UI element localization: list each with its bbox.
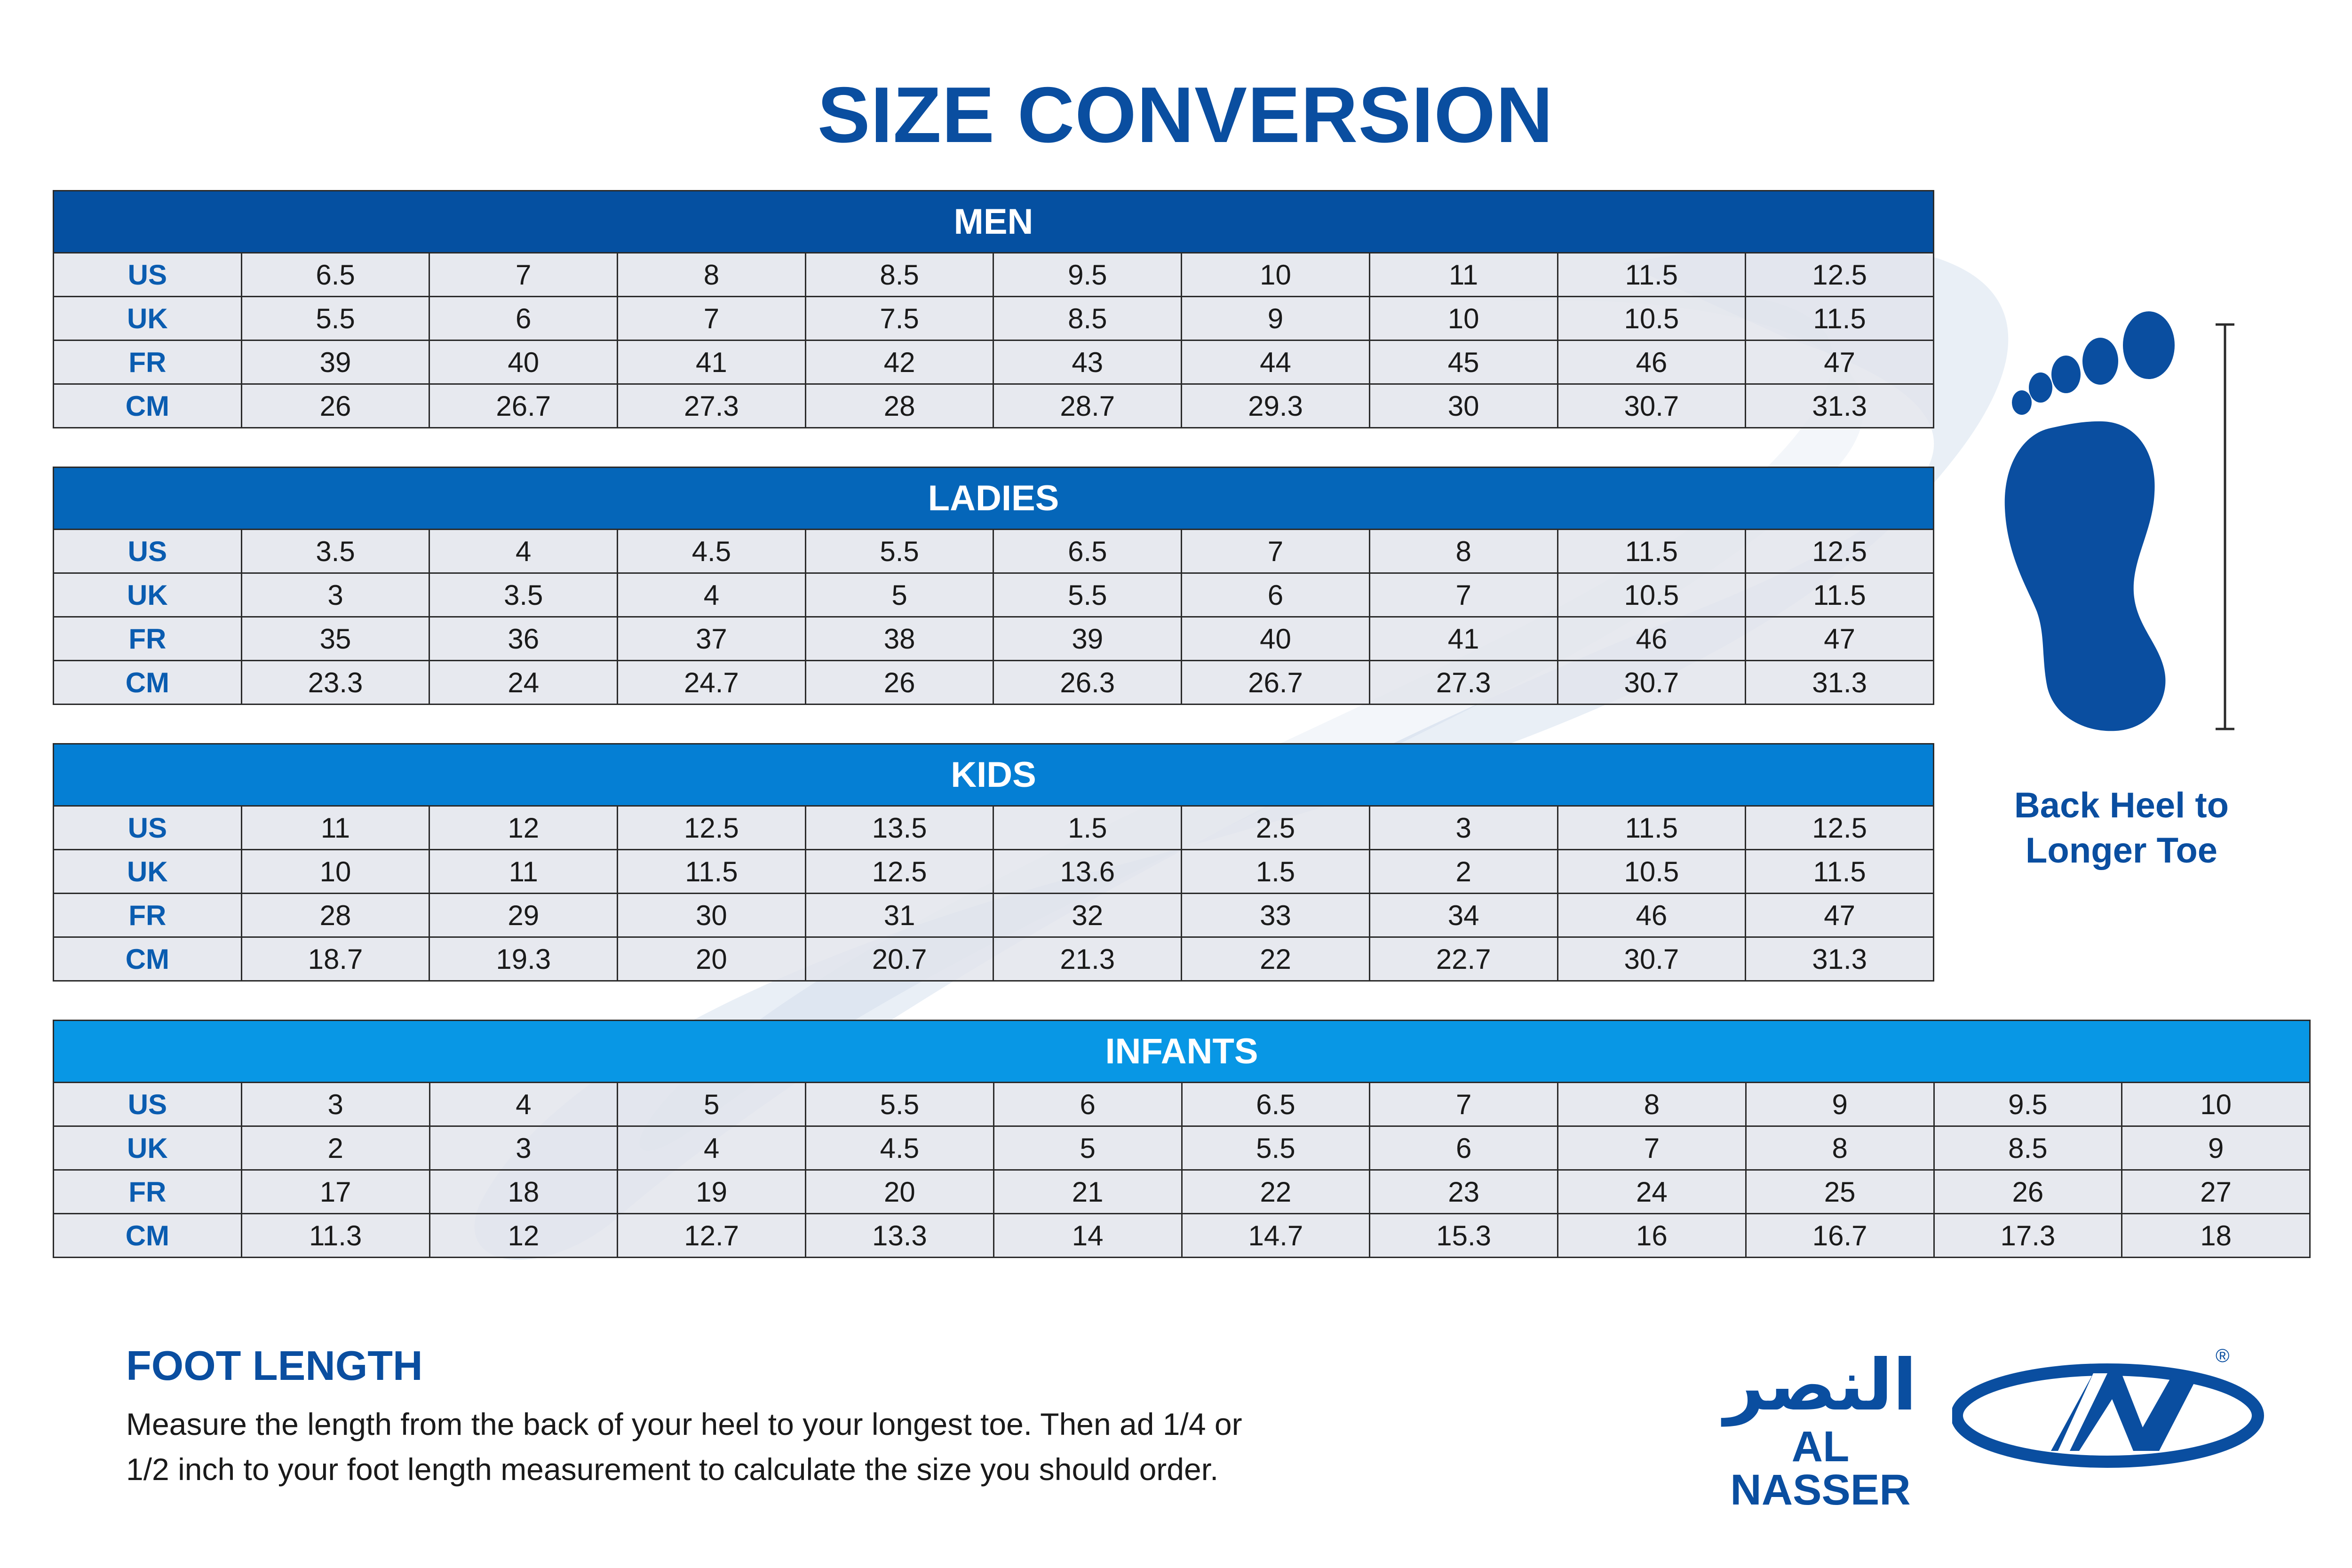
size-cell: 7.5 bbox=[805, 297, 993, 341]
size-cell: 22 bbox=[1182, 1170, 1370, 1214]
size-cell: 10 bbox=[1182, 253, 1370, 297]
table-row bbox=[54, 297, 1934, 341]
size-cell: 9.5 bbox=[1934, 1083, 2122, 1126]
size-cell: 3 bbox=[1369, 806, 1557, 850]
size-cell: 30 bbox=[1369, 384, 1557, 428]
size-cell: 7 bbox=[1370, 1083, 1558, 1126]
row-label: US bbox=[54, 253, 242, 297]
size-cell: 5.5 bbox=[241, 297, 429, 341]
size-cell: 6 bbox=[429, 297, 618, 341]
size-cell: 11.3 bbox=[241, 1214, 429, 1258]
size-cell: 8 bbox=[618, 253, 806, 297]
row-label: US bbox=[54, 806, 242, 850]
size-cell: 20 bbox=[618, 937, 806, 981]
size-cell: 4 bbox=[429, 530, 618, 573]
size-cell: 12 bbox=[429, 806, 618, 850]
size-cell: 4 bbox=[429, 1083, 618, 1126]
size-cell: 27.3 bbox=[1369, 661, 1557, 705]
size-cell: 7 bbox=[429, 253, 618, 297]
men-size-table bbox=[53, 190, 1934, 428]
size-cell: 30.7 bbox=[1557, 384, 1746, 428]
size-cell: 20 bbox=[806, 1170, 994, 1214]
size-cell: 30.7 bbox=[1557, 937, 1746, 981]
size-cell: 26 bbox=[241, 384, 429, 428]
size-cell: 24 bbox=[1558, 1170, 1746, 1214]
size-cell: 25 bbox=[1746, 1170, 1934, 1214]
size-cell: 1.5 bbox=[1182, 850, 1370, 894]
size-cell: 11.5 bbox=[1557, 530, 1746, 573]
size-cell: 13.6 bbox=[993, 850, 1182, 894]
size-cell: 31.3 bbox=[1746, 937, 1934, 981]
size-cell: 10 bbox=[1369, 297, 1557, 341]
al-nasser-logo bbox=[1698, 1346, 2267, 1514]
size-cell: 34 bbox=[1369, 894, 1557, 937]
page-title: SIZE CONVERSION bbox=[817, 71, 1554, 159]
size-cell: 4.5 bbox=[618, 530, 806, 573]
size-cell: 6.5 bbox=[1182, 1083, 1370, 1126]
size-cell: 11.5 bbox=[1557, 253, 1746, 297]
toe-3-shape bbox=[2051, 356, 2081, 393]
size-cell: 6 bbox=[993, 1083, 1182, 1126]
size-cell: 9 bbox=[1182, 297, 1370, 341]
toe-5-shape bbox=[2012, 390, 2032, 415]
size-cell: 13.5 bbox=[805, 806, 993, 850]
size-cell: 22.7 bbox=[1369, 937, 1557, 981]
size-cell: 17 bbox=[241, 1170, 429, 1214]
size-cell: 26.7 bbox=[1182, 661, 1370, 705]
row-label: FR bbox=[54, 1170, 242, 1214]
size-cell: 26.7 bbox=[429, 384, 618, 428]
size-cell: 10.5 bbox=[1557, 850, 1746, 894]
size-cell: 10 bbox=[2122, 1083, 2310, 1126]
size-cell: 12.5 bbox=[805, 850, 993, 894]
size-cell: 2 bbox=[1369, 850, 1557, 894]
size-cell: 3.5 bbox=[429, 573, 618, 617]
size-cell: 2 bbox=[241, 1126, 429, 1170]
row-label: FR bbox=[54, 894, 242, 937]
size-cell: 46 bbox=[1557, 894, 1746, 937]
size-cell: 4.5 bbox=[806, 1126, 994, 1170]
size-cell: 11 bbox=[241, 806, 429, 850]
size-cell: 28.7 bbox=[993, 384, 1182, 428]
size-cell: 21.3 bbox=[993, 937, 1182, 981]
size-cell: 35 bbox=[241, 617, 429, 661]
size-cell: 8.5 bbox=[993, 297, 1182, 341]
size-cell: 2.5 bbox=[1182, 806, 1370, 850]
table-row bbox=[54, 661, 1934, 705]
size-cell: 5 bbox=[805, 573, 993, 617]
table-row bbox=[54, 850, 1934, 894]
size-cell: 30.7 bbox=[1557, 661, 1746, 705]
size-cell: 26.3 bbox=[993, 661, 1182, 705]
size-cell: 40 bbox=[429, 341, 618, 384]
size-cell: 32 bbox=[993, 894, 1182, 937]
size-cell: 21 bbox=[993, 1170, 1182, 1214]
infants-size-table bbox=[53, 1020, 2311, 1258]
row-label: UK bbox=[54, 297, 242, 341]
row-label: UK bbox=[54, 573, 242, 617]
size-cell: 14 bbox=[993, 1214, 1182, 1258]
size-cell: 27.3 bbox=[618, 384, 806, 428]
size-cell: 26 bbox=[1934, 1170, 2122, 1214]
table-row bbox=[54, 1214, 2310, 1258]
size-cell: 46 bbox=[1557, 341, 1746, 384]
size-cell: 31.3 bbox=[1746, 384, 1934, 428]
size-cell: 3 bbox=[241, 1083, 429, 1126]
size-cell: 20.7 bbox=[805, 937, 993, 981]
size-cell: 39 bbox=[241, 341, 429, 384]
size-cell: 7 bbox=[1182, 530, 1370, 573]
row-label: FR bbox=[54, 341, 242, 384]
size-cell: 27 bbox=[2122, 1170, 2310, 1214]
size-cell: 39 bbox=[993, 617, 1182, 661]
size-cell: 19.3 bbox=[429, 937, 618, 981]
size-cell: 9.5 bbox=[993, 253, 1182, 297]
size-cell: 8 bbox=[1746, 1126, 1934, 1170]
size-cell: 29 bbox=[429, 894, 618, 937]
size-cell: 23 bbox=[1370, 1170, 1558, 1214]
size-cell: 6.5 bbox=[241, 253, 429, 297]
size-cell: 19 bbox=[618, 1170, 806, 1214]
size-cell: 8 bbox=[1558, 1083, 1746, 1126]
kids-size-table bbox=[53, 743, 1934, 982]
size-cell: 47 bbox=[1746, 341, 1934, 384]
infants-section-header: INFANTS bbox=[54, 1021, 2310, 1083]
al-nasser-logo-mark-icon bbox=[1952, 1357, 2272, 1470]
size-cell: 10.5 bbox=[1557, 297, 1746, 341]
row-label: US bbox=[54, 1083, 242, 1126]
row-label: CM bbox=[54, 384, 242, 428]
size-cell: 47 bbox=[1746, 617, 1934, 661]
size-cell: 8 bbox=[1369, 530, 1557, 573]
size-cell: 45 bbox=[1369, 341, 1557, 384]
size-cell: 5.5 bbox=[993, 573, 1182, 617]
size-cell: 18 bbox=[429, 1170, 618, 1214]
size-cell: 44 bbox=[1182, 341, 1370, 384]
size-cell: 47 bbox=[1746, 894, 1934, 937]
size-cell: 5.5 bbox=[1182, 1126, 1370, 1170]
size-cell: 37 bbox=[618, 617, 806, 661]
size-cell: 6 bbox=[1182, 573, 1370, 617]
size-cell: 8.5 bbox=[805, 253, 993, 297]
row-label: UK bbox=[54, 850, 242, 894]
size-cell: 3 bbox=[241, 573, 429, 617]
table-row bbox=[54, 1170, 2310, 1214]
row-label: CM bbox=[54, 937, 242, 981]
size-cell: 42 bbox=[805, 341, 993, 384]
size-cell: 9 bbox=[2122, 1126, 2310, 1170]
size-cell: 5.5 bbox=[805, 530, 993, 573]
size-cell: 10 bbox=[241, 850, 429, 894]
table-row bbox=[54, 253, 1934, 297]
ladies-section-header: LADIES bbox=[54, 467, 1934, 530]
size-cell: 16.7 bbox=[1746, 1214, 1934, 1258]
size-cell: 6.5 bbox=[993, 530, 1182, 573]
size-cell: 40 bbox=[1182, 617, 1370, 661]
size-cell: 29.3 bbox=[1182, 384, 1370, 428]
size-cell: 5.5 bbox=[806, 1083, 994, 1126]
table-row bbox=[54, 1083, 2310, 1126]
size-cell: 12.5 bbox=[618, 806, 806, 850]
size-cell: 18 bbox=[2122, 1214, 2310, 1258]
size-cell: 1.5 bbox=[993, 806, 1182, 850]
size-cell: 46 bbox=[1557, 617, 1746, 661]
size-cell: 8.5 bbox=[1934, 1126, 2122, 1170]
size-cell: 11.5 bbox=[618, 850, 806, 894]
foot-length-line-1: Measure the length from the back of your heel to your longest toe. Then ad 1/4 or bbox=[126, 1407, 1242, 1441]
size-cell: 11.5 bbox=[1746, 297, 1934, 341]
row-label: US bbox=[54, 530, 242, 573]
size-cell: 7 bbox=[1369, 573, 1557, 617]
size-cell: 11.5 bbox=[1746, 850, 1934, 894]
row-label: UK bbox=[54, 1126, 242, 1170]
size-cell: 31.3 bbox=[1746, 661, 1934, 705]
foot-caption-line-1: Back Heel to bbox=[2014, 785, 2229, 825]
size-cell: 43 bbox=[993, 341, 1182, 384]
ladies-size-table bbox=[53, 467, 1934, 705]
size-cell: 22 bbox=[1182, 937, 1370, 981]
size-cell: 3 bbox=[429, 1126, 618, 1170]
table-row bbox=[54, 573, 1934, 617]
logo-latin-text: AL NASSER bbox=[1730, 1423, 1911, 1514]
toe-4-shape bbox=[2029, 372, 2052, 403]
size-cell: 12 bbox=[429, 1214, 618, 1258]
size-cell: 9 bbox=[1746, 1083, 1934, 1126]
size-cell: 28 bbox=[805, 384, 993, 428]
size-cell: 16 bbox=[1558, 1214, 1746, 1258]
size-cell: 24.7 bbox=[618, 661, 806, 705]
table-row bbox=[54, 384, 1934, 428]
size-cell: 6 bbox=[1370, 1126, 1558, 1170]
size-cell: 11 bbox=[1369, 253, 1557, 297]
size-cell: 7 bbox=[618, 297, 806, 341]
table-row bbox=[54, 894, 1934, 937]
size-cell: 11.5 bbox=[1746, 573, 1934, 617]
size-cell: 18.7 bbox=[241, 937, 429, 981]
size-cell: 12.5 bbox=[1746, 530, 1934, 573]
size-cell: 41 bbox=[1369, 617, 1557, 661]
table-row bbox=[54, 617, 1934, 661]
size-cell: 38 bbox=[805, 617, 993, 661]
size-cell: 3.5 bbox=[241, 530, 429, 573]
size-cell: 24 bbox=[429, 661, 618, 705]
foot-length-line-2: 1/2 inch to your foot length measurement to calculate the size you should order. bbox=[126, 1452, 1219, 1487]
size-cell: 13.3 bbox=[806, 1214, 994, 1258]
foot-caption-line-2: Longer Toe bbox=[2025, 831, 2218, 871]
size-cell: 4 bbox=[618, 573, 806, 617]
size-cell: 14.7 bbox=[1182, 1214, 1370, 1258]
toe-2-shape bbox=[2082, 338, 2118, 385]
size-cell: 30 bbox=[618, 894, 806, 937]
size-cell: 12.7 bbox=[618, 1214, 806, 1258]
size-cell: 23.3 bbox=[241, 661, 429, 705]
big-toe-shape bbox=[2123, 311, 2175, 379]
kids-section-header: KIDS bbox=[54, 744, 1934, 806]
size-cell: 33 bbox=[1182, 894, 1370, 937]
size-cell: 11 bbox=[429, 850, 618, 894]
size-cell: 7 bbox=[1558, 1126, 1746, 1170]
men-section-header: MEN bbox=[54, 191, 1934, 253]
size-cell: 17.3 bbox=[1934, 1214, 2122, 1258]
size-cell: 12.5 bbox=[1746, 806, 1934, 850]
size-cell: 26 bbox=[805, 661, 993, 705]
size-cell: 11.5 bbox=[1557, 806, 1746, 850]
size-cell: 12.5 bbox=[1746, 253, 1934, 297]
size-cell: 5 bbox=[618, 1083, 806, 1126]
table-row bbox=[54, 1126, 2310, 1170]
table-row bbox=[54, 806, 1934, 850]
table-row bbox=[54, 341, 1934, 384]
row-label: CM bbox=[54, 661, 242, 705]
row-label: FR bbox=[54, 617, 242, 661]
size-cell: 31 bbox=[805, 894, 993, 937]
registered-mark: ® bbox=[2216, 1346, 2230, 1366]
table-row bbox=[54, 937, 1934, 981]
row-label: CM bbox=[54, 1214, 242, 1258]
size-cell: 41 bbox=[618, 341, 806, 384]
size-cell: 4 bbox=[618, 1126, 806, 1170]
table-row bbox=[54, 530, 1934, 573]
size-cell: 5 bbox=[993, 1126, 1182, 1170]
foot-length-instructions bbox=[126, 1402, 1490, 1492]
size-cell: 10.5 bbox=[1557, 573, 1746, 617]
logo-arabic-text: النصر bbox=[1724, 1346, 1917, 1425]
foot-measure-caption bbox=[1938, 783, 2305, 873]
footprint-icon bbox=[1994, 310, 2249, 738]
sole-shape bbox=[2005, 421, 2166, 731]
size-cell: 36 bbox=[429, 617, 618, 661]
foot-length-title: FOOT LENGTH bbox=[126, 1342, 423, 1389]
size-cell: 28 bbox=[241, 894, 429, 937]
size-cell: 15.3 bbox=[1370, 1214, 1558, 1258]
